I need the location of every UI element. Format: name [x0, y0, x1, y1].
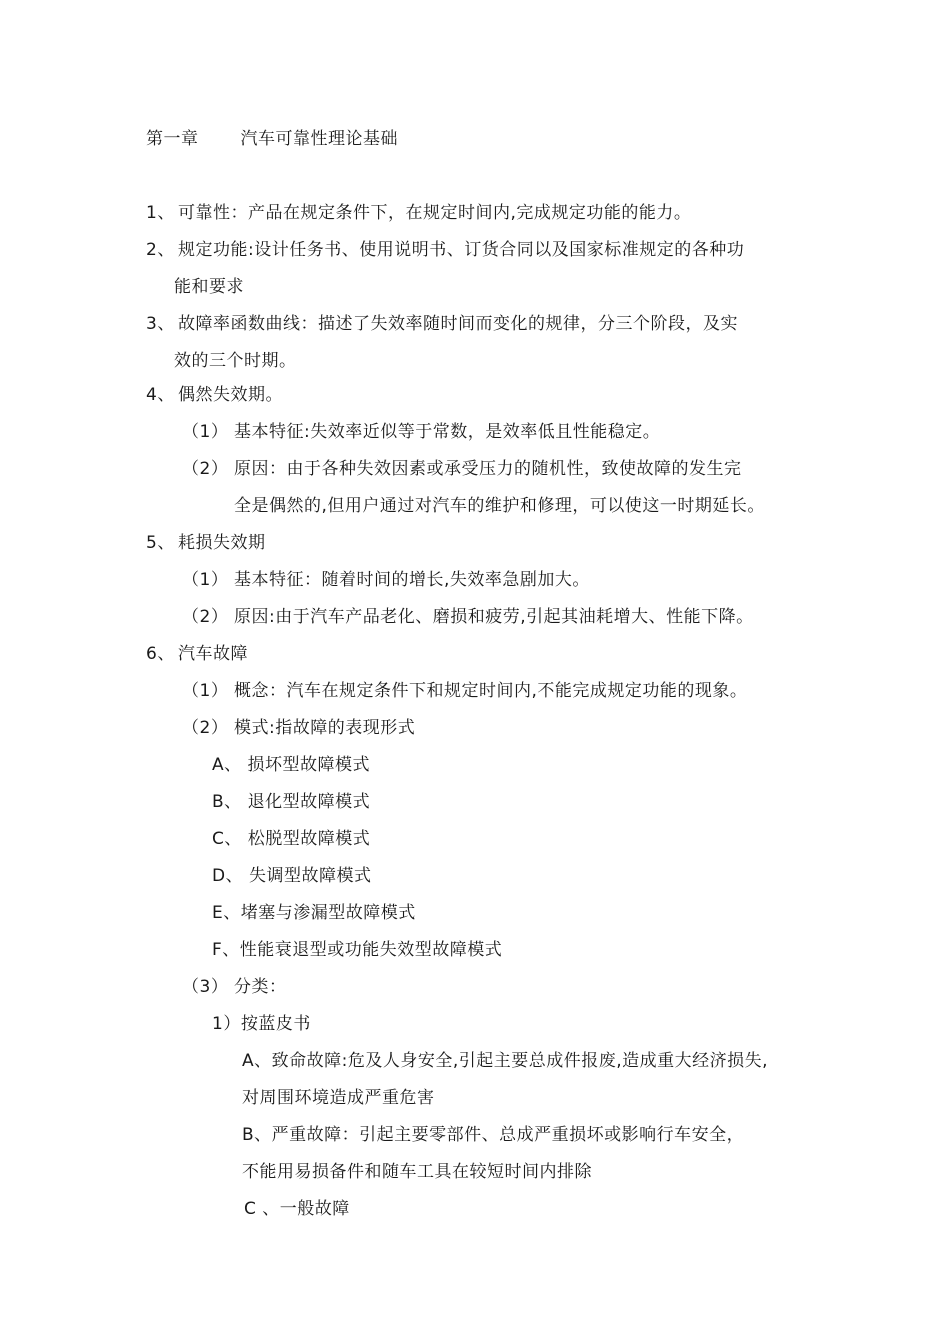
item-5 — [146, 532, 266, 554]
failure-mode-a: A、 损坏型故障模式 — [212, 755, 371, 775]
item-2-text: 规定功能:设计任务书、使用说明书、订货合同以及国家标准规定的各种功 — [178, 240, 745, 260]
item-5-sub-1-number: （1） — [182, 570, 229, 590]
item-1-number: 1、 — [146, 203, 175, 223]
item-5-sub-2 — [182, 606, 754, 628]
item-6-sub-3-text: 分类： — [234, 977, 287, 997]
item-3-number: 3、 — [146, 314, 175, 334]
item-6-sub-1-text: 概念：汽车在规定条件下和规定时间内,不能完成规定功能的现象。 — [234, 681, 748, 701]
item-4-sub-2-number: （2） — [182, 459, 229, 479]
item-1-text: 可靠性：产品在规定条件下，在规定时间内,完成规定功能的能力。 — [178, 203, 692, 223]
item-4-sub-1-text: 基本特征:失效率近似等于常数，是效率低且性能稳定。 — [234, 422, 661, 442]
item-4 — [146, 384, 283, 406]
item-6-sub-3-number: （3） — [182, 977, 229, 997]
item-6-sub-2-number: （2） — [182, 718, 229, 738]
item-6-sub-2 — [182, 717, 415, 739]
chapter-title: 汽车可靠性理论基础 — [240, 129, 398, 149]
failure-mode-b: B、 退化型故障模式 — [212, 792, 371, 812]
item-5-sub-1-text: 基本特征：随着时间的增长,失效率急剧加大。 — [234, 570, 590, 590]
item-3-text: 故障率函数曲线：描述了失效率随时间而变化的规律，分三个阶段，及实 — [178, 314, 738, 334]
serious-failure-continuation: 不能用易损备件和随车工具在较短时间内排除 — [242, 1162, 592, 1182]
fatal-failure-continuation: 对周围环境造成严重危害 — [242, 1088, 435, 1108]
item-5-sub-1 — [182, 569, 590, 591]
classification-bluebook: 1）按蓝皮书 — [212, 1014, 311, 1034]
item-5-number: 5、 — [146, 533, 175, 553]
item-4-sub-2-continuation: 全是偶然的,但用户通过对汽车的维护和修理，可以使这一时期延长。 — [234, 496, 765, 516]
failure-mode-c: C、 松脱型故障模式 — [212, 829, 371, 849]
item-3 — [146, 313, 738, 335]
chapter-heading — [146, 128, 398, 150]
item-6-text: 汽车故障 — [178, 644, 248, 664]
item-5-text: 耗损失效期 — [178, 533, 266, 553]
item-4-sub-1-number: （1） — [182, 422, 229, 442]
fatal-failure: A、致命故障:危及人身安全,引起主要总成件报废,造成重大经济损失, — [242, 1051, 769, 1071]
item-6-sub-1 — [182, 680, 747, 702]
item-6-sub-2-text: 模式:指故障的表现形式 — [234, 718, 416, 738]
item-1 — [146, 202, 691, 224]
item-2 — [146, 239, 744, 261]
item-6-sub-1-number: （1） — [182, 681, 229, 701]
failure-mode-d: D、 失调型故障模式 — [212, 866, 372, 886]
item-5-sub-2-text: 原因:由于汽车产品老化、磨损和疲劳,引起其油耗增大、性能下降。 — [234, 607, 754, 627]
general-failure: C 、一般故障 — [244, 1199, 350, 1219]
item-4-sub-2-text: 原因：由于各种失效因素或承受压力的随机性，致使故障的发生完 — [234, 459, 742, 479]
item-2-continuation: 能和要求 — [174, 277, 244, 297]
failure-mode-e: E、堵塞与渗漏型故障模式 — [212, 903, 416, 923]
serious-failure: B、严重故障：引起主要零部件、总成严重损坏或影响行车安全， — [242, 1125, 745, 1145]
item-6 — [146, 643, 248, 665]
item-3-continuation: 效的三个时期。 — [174, 351, 297, 371]
item-6-number: 6、 — [146, 644, 175, 664]
chapter-label: 第一章 — [146, 129, 199, 149]
item-4-sub-2 — [182, 458, 742, 480]
failure-mode-f: F、性能衰退型或功能失效型故障模式 — [212, 940, 503, 960]
item-5-sub-2-number: （2） — [182, 607, 229, 627]
item-4-text: 偶然失效期。 — [178, 385, 283, 405]
item-2-number: 2、 — [146, 240, 175, 260]
item-6-sub-3 — [182, 976, 287, 998]
item-4-number: 4、 — [146, 385, 175, 405]
item-4-sub-1 — [182, 421, 660, 443]
